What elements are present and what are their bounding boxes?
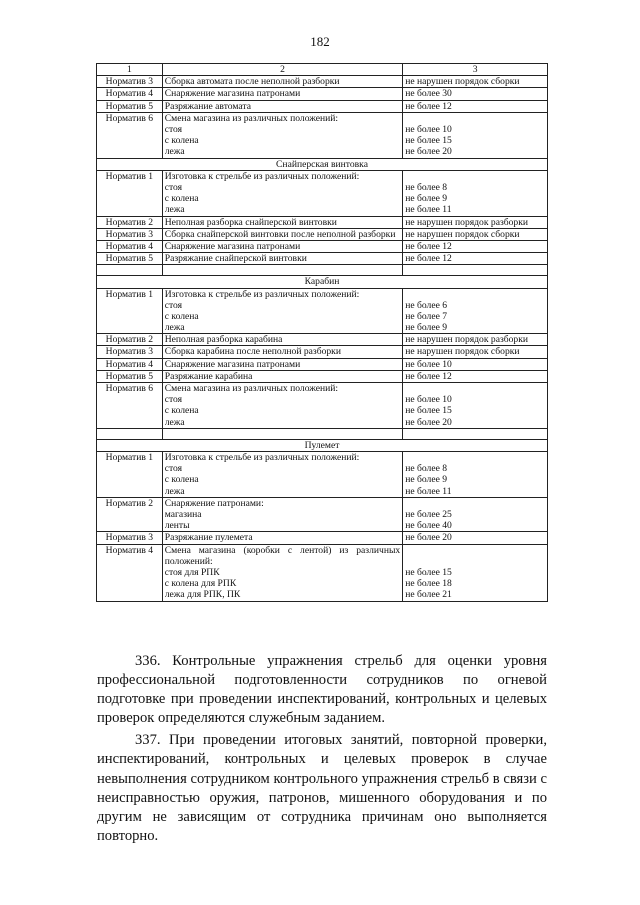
result-text: не более 12 xyxy=(405,370,452,382)
standard-result xyxy=(403,497,548,532)
position-text: лежа xyxy=(164,146,185,158)
standard-result xyxy=(403,228,548,240)
description-text: Изготовка к стрельбе из различных положений: xyxy=(164,288,360,300)
table-row xyxy=(97,253,548,265)
paragraph-337: 337. При проведении итоговых занятий, повторной проверки, инспектирований, контрольных и целевых проверок в случае невыполнения сотрудником контрольного упражнения стрельб в связи с неисправностью оружия, патронов, мишенного оборудования и по другим не зависящим от сотрудника причинам оно выполняется повторно. xyxy=(97,732,547,844)
description-text: Снаряжение магазина патронами xyxy=(164,240,301,252)
position-text: стоя xyxy=(164,394,183,406)
standard-number: Норматив 6 xyxy=(97,112,163,158)
section-row xyxy=(97,439,548,451)
standard-number: Норматив 2 xyxy=(97,497,163,532)
standard-number: Норматив 3 xyxy=(97,76,163,88)
table-row xyxy=(97,544,548,601)
standard-result xyxy=(403,253,548,265)
description-text: Неполная разборка карабина xyxy=(164,334,283,346)
standard-number: Норматив 3 xyxy=(97,228,163,240)
table-row xyxy=(97,100,548,112)
description-text: Сборка автомата после неполной разборки xyxy=(164,76,340,88)
standard-description xyxy=(162,170,402,216)
position-text: лежа xyxy=(164,416,185,428)
table-row xyxy=(97,240,548,252)
table-row xyxy=(97,228,548,240)
spacer-row xyxy=(97,428,548,439)
standard-description xyxy=(162,228,402,240)
standard-result xyxy=(403,544,548,601)
spacer-row xyxy=(97,265,548,276)
result-text: не более 12 xyxy=(405,240,452,252)
standard-result xyxy=(403,334,548,346)
result-text xyxy=(405,498,545,509)
standard-result xyxy=(403,532,548,544)
position-text: стоя xyxy=(164,299,183,311)
description-text: Разряжание снайперской винтовки xyxy=(164,253,307,265)
section-title: Карабин xyxy=(97,276,548,288)
standard-description xyxy=(162,288,402,334)
table-row xyxy=(97,216,548,228)
result-text: не более 9 xyxy=(405,322,448,334)
standard-result xyxy=(403,346,548,358)
result-text xyxy=(405,113,545,124)
position-text: ленты xyxy=(164,520,190,532)
result-text: не более 10 xyxy=(405,124,452,135)
result-text: не более 10 xyxy=(405,358,452,370)
standard-number: Норматив 5 xyxy=(97,253,163,265)
standard-description xyxy=(162,240,402,252)
result-text: не нарушен порядок сборки xyxy=(405,76,520,88)
position-text: с колена xyxy=(164,474,199,486)
position-text: лежа xyxy=(164,204,185,216)
description-text: Сборка снайперской винтовки после неполной разборки xyxy=(164,228,396,240)
standard-description xyxy=(162,544,402,601)
header-cell: 2 xyxy=(162,64,402,76)
result-text: не более 7 xyxy=(405,310,448,322)
description-text: Разряжание пулемета xyxy=(164,532,253,544)
empty-cell xyxy=(403,428,548,439)
standard-result xyxy=(403,358,548,370)
table-row xyxy=(97,497,548,532)
description-text: Разряжание автомата xyxy=(164,100,251,112)
empty-cell xyxy=(97,265,163,276)
standard-number: Норматив 3 xyxy=(97,532,163,544)
standards-table xyxy=(96,63,548,602)
result-text xyxy=(405,289,545,300)
standard-number: Норматив 4 xyxy=(97,358,163,370)
position-text: магазина xyxy=(164,508,202,520)
result-text: не более 9 xyxy=(405,193,448,205)
position-text: с колена xyxy=(164,193,199,205)
description-text: Смена магазина из различных положений: xyxy=(164,383,339,395)
table-row xyxy=(97,383,548,429)
result-text: не более 20 xyxy=(405,532,452,544)
standard-description xyxy=(162,253,402,265)
result-text: не более 30 xyxy=(405,88,452,100)
position-text: лежа xyxy=(164,322,185,334)
empty-cell xyxy=(162,265,402,276)
standard-result xyxy=(403,240,548,252)
standard-description xyxy=(162,452,402,498)
description-text: Изготовка к стрельбе из различных положений: xyxy=(164,170,360,182)
standard-result xyxy=(403,288,548,334)
position-text: лежа xyxy=(164,485,185,497)
body-text xyxy=(97,652,547,849)
result-text: не более 25 xyxy=(405,508,452,520)
standard-description xyxy=(162,88,402,100)
result-text xyxy=(405,171,545,182)
result-text xyxy=(405,452,545,463)
standard-result xyxy=(403,370,548,382)
table-row xyxy=(97,532,548,544)
standard-number: Норматив 5 xyxy=(97,100,163,112)
result-text: не более 11 xyxy=(405,485,452,497)
paragraph-336: 336. Контрольные упражнения стрельб для оценки уровня профессиональной подготовленности сотрудников по огневой подготовке при проведении инспектирований, контрольных и целевых проверок определяются служебным заданием. xyxy=(97,653,547,727)
page-number: 182 xyxy=(310,34,330,49)
section-title: Снайперская винтовка xyxy=(97,158,548,170)
table-header-row xyxy=(97,64,548,76)
standard-number: Норматив 5 xyxy=(97,370,163,382)
result-text: не более 12 xyxy=(405,100,452,112)
standard-description xyxy=(162,497,402,532)
result-text: не нарушен порядок разборки xyxy=(405,216,529,228)
description-text: Снаряжение магазина патронами xyxy=(164,358,301,370)
standard-description xyxy=(162,370,402,382)
result-text: не более 15 xyxy=(405,135,452,147)
result-text: не более 15 xyxy=(405,405,452,417)
result-text: не более 40 xyxy=(405,520,452,532)
result-text: не нарушен порядок сборки xyxy=(405,228,520,240)
standard-result xyxy=(403,216,548,228)
position-text: стоя xyxy=(164,181,183,193)
result-text: не более 18 xyxy=(405,578,452,590)
result-text xyxy=(405,545,545,556)
description-text: Смена магазина из различных положений: xyxy=(164,112,339,124)
standard-number: Норматив 2 xyxy=(97,216,163,228)
standard-description xyxy=(162,532,402,544)
table-row xyxy=(97,88,548,100)
table-row xyxy=(97,288,548,334)
table-row xyxy=(97,370,548,382)
standard-description xyxy=(162,112,402,158)
standard-result xyxy=(403,170,548,216)
result-text: не более 11 xyxy=(405,204,452,216)
result-text: не более 8 xyxy=(405,463,448,475)
result-text: не более 21 xyxy=(405,589,452,601)
description-text: Разряжание карабина xyxy=(164,370,253,382)
standard-description xyxy=(162,358,402,370)
standard-result xyxy=(403,452,548,498)
result-text: не более 6 xyxy=(405,299,448,311)
result-text: не более 10 xyxy=(405,394,452,406)
section-row xyxy=(97,276,548,288)
standard-number: Норматив 4 xyxy=(97,240,163,252)
empty-cell xyxy=(162,428,402,439)
standard-description xyxy=(162,216,402,228)
result-text xyxy=(405,556,545,567)
standard-description xyxy=(162,76,402,88)
table-row xyxy=(97,452,548,498)
table-row xyxy=(97,358,548,370)
standard-number: Норматив 6 xyxy=(97,383,163,429)
standard-number: Норматив 4 xyxy=(97,544,163,601)
position-text: стоя xyxy=(164,124,183,135)
standard-result xyxy=(403,76,548,88)
position-text: с колена xyxy=(164,310,199,322)
standard-result xyxy=(403,112,548,158)
result-text: не более 20 xyxy=(405,416,452,428)
table-row xyxy=(97,346,548,358)
standard-number: Норматив 1 xyxy=(97,170,163,216)
standard-number: Норматив 3 xyxy=(97,346,163,358)
standard-number: Норматив 1 xyxy=(97,452,163,498)
section-row xyxy=(97,158,548,170)
table-row xyxy=(97,112,548,158)
table-row xyxy=(97,76,548,88)
description-text: Изготовка к стрельбе из различных положений: xyxy=(164,452,360,464)
header-cell: 3 xyxy=(403,64,548,76)
standard-result xyxy=(403,383,548,429)
position-text: лежа для РПК, ПК xyxy=(164,589,241,601)
result-text: не нарушен порядок сборки xyxy=(405,346,520,358)
standard-number: Норматив 2 xyxy=(97,334,163,346)
standard-number: Норматив 4 xyxy=(97,88,163,100)
table-row xyxy=(97,170,548,216)
description-text: Смена магазина (коробки с лентой) из различных положений: xyxy=(164,544,401,567)
empty-cell xyxy=(97,428,163,439)
description-text: Сборка карабина после неполной разборки xyxy=(164,346,341,358)
standard-description xyxy=(162,334,402,346)
header-cell: 1 xyxy=(97,64,163,76)
result-text: не более 9 xyxy=(405,474,448,486)
result-text: не более 20 xyxy=(405,146,452,158)
standard-description xyxy=(162,383,402,429)
result-text xyxy=(405,383,545,394)
result-text: не нарушен порядок разборки xyxy=(405,334,529,346)
empty-cell xyxy=(403,265,548,276)
description-text: Снаряжение патронами: xyxy=(164,497,264,509)
position-text: стоя xyxy=(164,463,183,475)
result-text: не более 8 xyxy=(405,181,448,193)
description-text: Снаряжение магазина патронами xyxy=(164,88,301,100)
result-text: не более 12 xyxy=(405,253,452,265)
position-text: с колена для РПК xyxy=(164,578,237,590)
position-text: с колена xyxy=(164,135,199,147)
position-text: стоя для РПК xyxy=(164,566,220,578)
standard-result xyxy=(403,100,548,112)
position-text: с колена xyxy=(164,405,199,417)
section-title: Пулемет xyxy=(97,439,548,451)
standard-description xyxy=(162,346,402,358)
standard-number: Норматив 1 xyxy=(97,288,163,334)
result-text: не более 15 xyxy=(405,566,452,578)
standard-description xyxy=(162,100,402,112)
table-row xyxy=(97,334,548,346)
standard-result xyxy=(403,88,548,100)
description-text: Неполная разборка снайперской винтовки xyxy=(164,216,337,228)
